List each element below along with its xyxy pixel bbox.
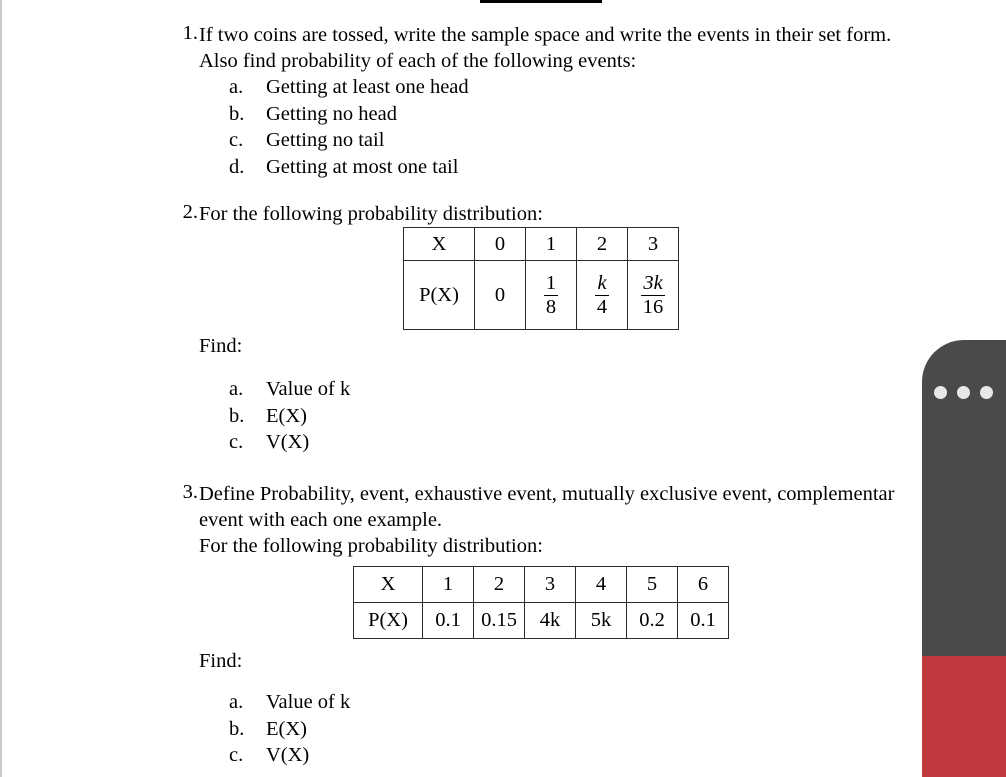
sub-text: Value of k [266,691,351,713]
table2-x-value: 4 [576,567,627,603]
dot-1 [934,386,947,399]
table2-x-value: 2 [474,567,525,603]
table-row [354,603,729,639]
question-3-subitems [229,689,350,769]
question-2-subitems [229,376,350,456]
table2-x-value: 6 [678,567,729,603]
table2-x-value: 1 [423,567,474,603]
fraction-denominator: 16 [642,295,664,318]
fraction-numerator: 1 [545,272,557,294]
table1-p-value: 0 [475,261,526,330]
list-item [229,429,350,456]
fraction-denominator: 8 [545,295,557,318]
list-item [229,101,469,128]
list-item [229,716,350,743]
table1-header-x: X [404,228,475,261]
floating-drawer-panel[interactable] [922,340,1006,656]
question-1-line-2: Also find probability of each of the following events: [199,50,637,72]
list-item [229,403,350,430]
sub-text: Getting at most one tail [266,155,459,178]
sub-label: b. [229,404,245,427]
table-row [354,567,729,603]
top-divider-rule [480,0,602,3]
table1-x-value: 0 [475,228,526,261]
list-item [229,74,469,101]
table2-p-value: 4k [525,603,576,639]
sub-text: V(X) [266,431,310,453]
question-3-line-3: For the following probability distribution: [199,535,543,557]
table-row [404,228,679,261]
list-item [229,154,469,181]
sub-text: Value of k [266,378,351,400]
fraction-denominator: 4 [596,295,608,318]
table1-x-value: 3 [628,228,679,261]
question-2-line-1: For the following probability distribution: [199,203,543,225]
sub-label: c. [229,129,244,151]
sub-label: a. [229,691,244,713]
accent-panel[interactable] [922,656,1006,777]
table-row [404,261,679,330]
fraction-numerator: 3k [643,272,663,294]
more-options-icon[interactable] [934,386,1006,399]
table1-p-value [526,261,577,330]
question-2-find-label: Find: [199,335,243,357]
question-1-line-1: If two coins are tossed, write the sample space and write the events in their set form. [199,24,892,46]
sub-text: Getting no head [266,102,397,125]
sub-label: a. [229,76,244,98]
sub-label: d. [229,155,245,178]
sub-label: a. [229,378,244,400]
list-item [229,689,350,716]
question-1-number: 1. [182,22,198,44]
table1-header-px: P(X) [404,261,475,330]
question-3-text [199,481,959,559]
table2-p-value: 0.2 [627,603,678,639]
dot-2 [957,386,970,399]
table2-header-x: X [354,567,423,603]
question-3-line-1: Define Probability, event, exhaustive event, mutually exclusive event, complementar [199,483,895,505]
table2-x-value: 3 [525,567,576,603]
sub-text: Getting at least one head [266,76,469,98]
list-item [229,127,469,154]
sub-text: E(X) [266,404,307,427]
sub-label: c. [229,431,244,453]
table2-p-value: 0.1 [678,603,729,639]
question-3-number: 3. [182,481,198,503]
sub-label: b. [229,717,245,740]
question-1-subitems [229,74,469,180]
question-3-find-label: Find: [199,650,243,672]
table1-x-value: 2 [577,228,628,261]
sub-text: V(X) [266,744,310,766]
fraction [594,273,610,317]
fraction [543,273,559,317]
sub-label: c. [229,744,244,766]
probability-distribution-table-1 [403,227,679,330]
sub-label: b. [229,102,245,125]
table2-p-value: 0.15 [474,603,525,639]
list-item [229,742,350,769]
dot-3 [980,386,993,399]
fraction-numerator: k [597,272,607,294]
question-2-number: 2. [182,201,198,223]
fraction [640,273,667,317]
list-item [229,376,350,403]
question-2-text [199,201,899,227]
table1-x-value: 1 [526,228,577,261]
table1-p-value [628,261,679,330]
table2-header-px: P(X) [354,603,423,639]
probability-distribution-table-2 [353,566,729,639]
question-1-text [199,22,959,74]
table2-x-value: 5 [627,567,678,603]
question-3-line-2: event with each one example. [199,509,443,531]
left-edge-rule [0,0,2,777]
sub-text: E(X) [266,717,307,740]
table2-p-value: 0.1 [423,603,474,639]
table1-p-value [577,261,628,330]
table2-p-value: 5k [576,603,627,639]
sub-text: Getting no tail [266,129,385,151]
